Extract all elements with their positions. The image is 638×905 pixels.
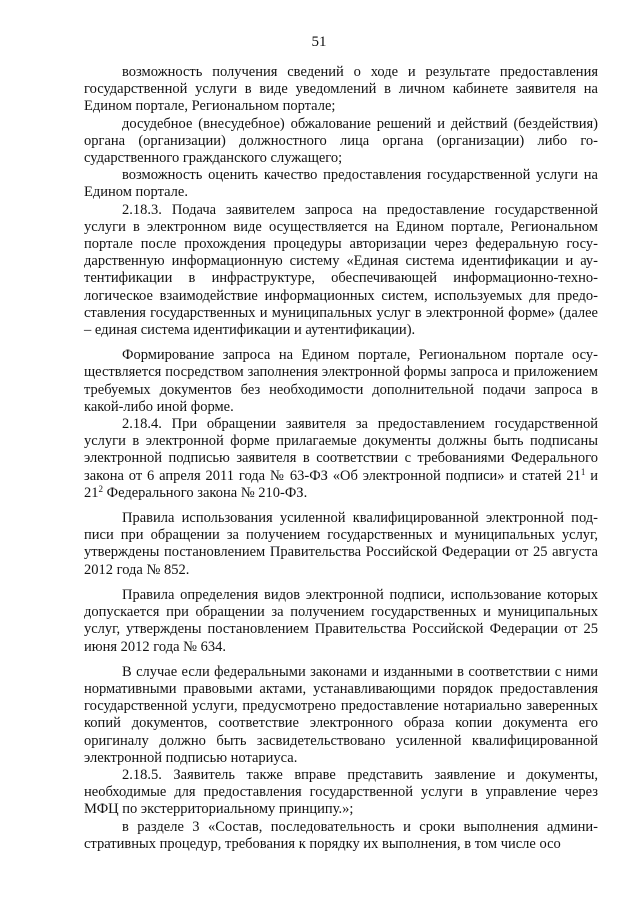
page-content (84, 64, 598, 853)
page-number: 51 (311, 34, 327, 50)
paragraph-5: Формирование запроса на Едином портале, Региональном портале осуществляется посредством заполнения электронной формы запроса и приложением требуемых документов без необходимости дополнительной подачи запроса в какой-либо иной форме. (84, 347, 598, 415)
paragraph-11: в разделе 3 «Состав, последовательность и сроки выполнения административных процедур, требования к порядку их выполнения, в том числе осо (84, 818, 598, 852)
paragraph-6-text: 2.18.4. При обращении заявителя за предоставлением государственной услуги в электронной форме прилагаемые документы должны быть подписаны электронной подписью заявителя в соответствии с требованиями Федерального закона от 6 апреля 2011 года № 63-ФЗ «Об электронной подписи» и статей 21 (84, 416, 598, 484)
paragraph-2: досудебное (внесудебное) обжалование решений и действий (бездействия) органа (организации) должностного лица органа (организации) либо государственного гражданского служащего; (84, 115, 598, 167)
paragraph-10: 2.18.5. Заявитель также вправе представить заявление и документы, необходимые для предоставления государственной услуги в управление через МФЦ по экстерриториальному принципу.»; (84, 766, 598, 818)
paragraph-3: возможность оценить качество предоставления государственной услуги на Едином портале. (84, 167, 598, 201)
paragraph-6 (84, 416, 598, 502)
superscript-1: 1 (580, 466, 586, 477)
paragraph-4: 2.18.3. Подача заявителем запроса на предоставление государственной услуги в электронном виде осуществляется на Едином портале, Региональном портале после прохождения процедуры авторизации через федеральную государственную информационную систему «Единая система идентификации и аутентификации в инфраструктуре, обеспечивающей информационно-технологическое взаимодействие информационных систем, используемых для предоставления государственных и муниципальных услуг в электронной форме» (далее – единая система идентификации и аутентификации). (84, 201, 598, 339)
paragraph-1: возможность получения сведений о ходе и результате предоставления государственной услуги в виде уведомлений в личном кабинете заявителя на Едином портале, Региональном портале; (84, 64, 598, 115)
paragraph-6-middle: и 21 (84, 467, 598, 501)
paragraph-6-end: Федерального закона № 210-ФЗ. (103, 484, 308, 501)
paragraph-8: Правила определения видов электронной подписи, использование которых допускается при обращении за получением государственных и муниципальных услуг, утверждены постановлением Правительства Российской Федерации от 25 июня 2012 года № 634. (84, 586, 598, 655)
paragraph-9: В случае если федеральными законами и изданными в соответствии с ними нормативными правовыми актами, устанавливающими порядок предоставления государственной услуги, предусмотрено предоставление нотариально заверенных копий документов, соответствие электронного образа копии документа его оригиналу должно быть засвидетельствовано усиленной квалифицированной электронной подписью нотариуса. (84, 663, 598, 766)
superscript-2: 2 (98, 483, 103, 494)
paragraph-7: Правила использования усиленной квалифицированной электронной подписи при обращении за получением государственных и муниципальных услуг, утверждены постановлением Правительства Российской Федерации от 25 августа 2012 года № 852. (84, 510, 598, 578)
